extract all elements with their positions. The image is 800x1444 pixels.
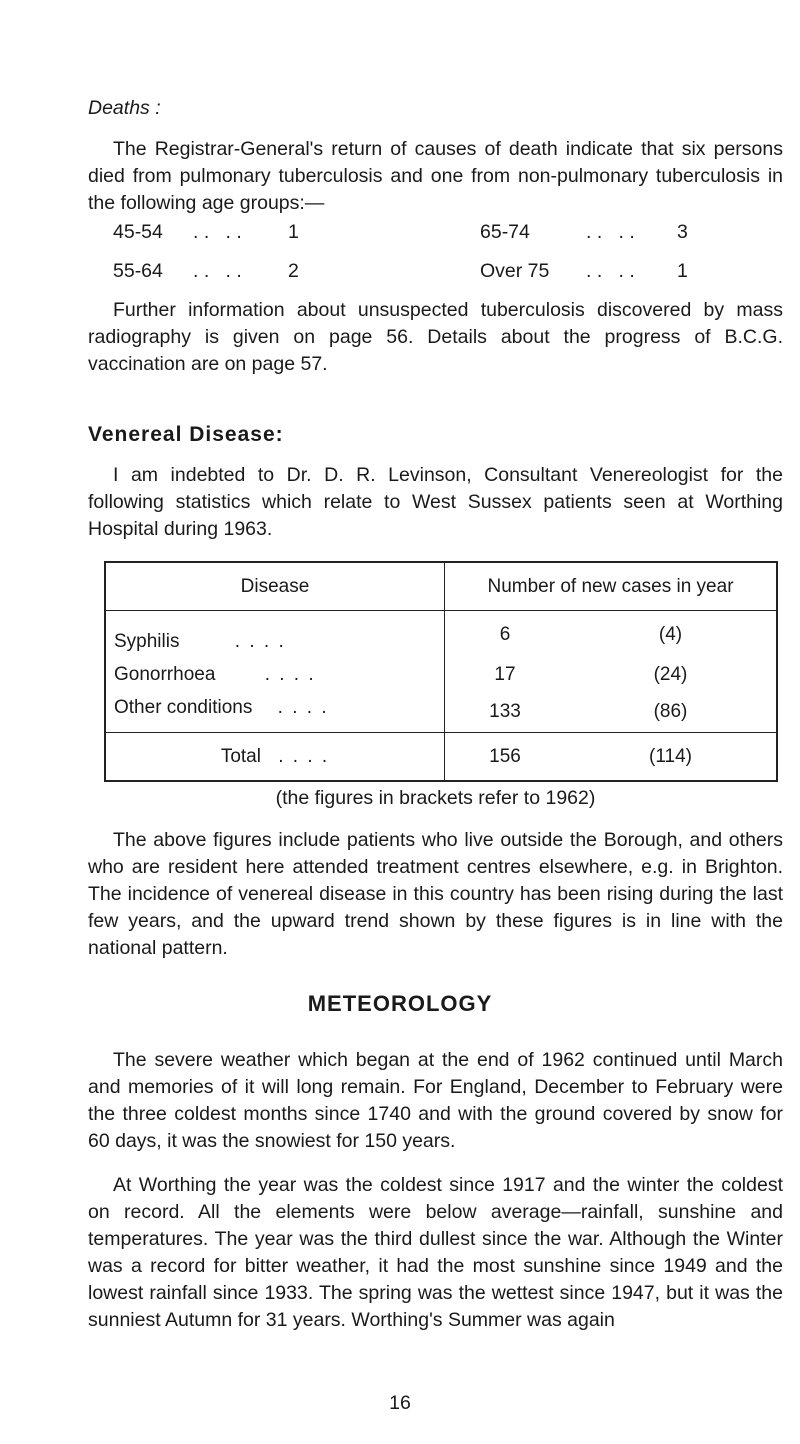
leader-dots: . . . .: [278, 746, 330, 767]
count-cell: 133: [489, 701, 521, 722]
meteorology-heading: METEOROLOGY: [307, 991, 493, 1016]
page-number: 16: [389, 1392, 411, 1414]
age-group-count: 3: [677, 221, 688, 243]
age-group-dots: . . . .: [193, 260, 242, 282]
total-label: Total: [220, 746, 261, 767]
leader-dots: . . . .: [264, 664, 316, 685]
disease-cell: [105, 658, 445, 691]
leader-dots: . . . .: [277, 697, 329, 718]
column-header-cases: Number of new cases in year: [445, 562, 778, 611]
total-label-cell: [105, 733, 445, 782]
table-row: [105, 658, 777, 691]
venereal-heading: Venereal Disease:: [88, 423, 284, 446]
column-header-disease: Disease: [105, 562, 445, 611]
count-cell: 17: [494, 664, 516, 685]
table-header-row: [105, 562, 777, 611]
disease-name: Gonorrhoea: [114, 664, 216, 685]
count-cell: 6: [499, 624, 511, 645]
age-group-dots: . . . .: [586, 221, 635, 243]
age-group-count: 1: [677, 260, 688, 282]
deaths-title: Deaths :: [88, 97, 161, 119]
deaths-intro: The Registrar-General's return of causes of death indicate that six persons died from pulmonary tuberculosis and one from non-pulmonary tuberculosis in the following age groups:—: [88, 138, 783, 214]
age-group-count: 2: [288, 260, 299, 282]
venereal-table: [104, 561, 778, 782]
table-row: [105, 611, 777, 659]
age-group-label: 45-54: [113, 221, 163, 243]
table-total-row: [105, 733, 777, 782]
age-group-label: 65-74: [480, 221, 530, 243]
deaths-further-info: Further information about unsuspected tuberculosis discovered by mass radiography is given on page 56. Details about the progress of B.C.G. vaccination are on page 57.: [88, 299, 783, 375]
disease-cell: [105, 691, 445, 733]
disease-name: Other conditions: [114, 697, 253, 718]
age-group-dots: . . . .: [586, 260, 635, 282]
leader-dots: . . . .: [234, 631, 286, 652]
venereal-discussion: The above figures include patients who live outside the Borough, and others who are resident here attended treatment centres elsewhere, e.g. in Brighton. The incidence of venereal disease in this country has been rising during the last few years, and the upward trend shown by these figures is in line with the national pattern.: [88, 829, 783, 959]
table-row: [105, 691, 777, 733]
meteorology-paragraph-1: The severe weather which began at the end of 1962 continued until March and memories of it will long remain. For England, December to February were the three coldest months since 1740 and with the ground covered by snow for 60 days, it was the snowiest for 150 years.: [88, 1049, 783, 1152]
previous-year-cell: (86): [653, 701, 688, 722]
disease-name: Syphilis: [114, 631, 180, 652]
age-group-count: 1: [288, 221, 299, 243]
table-note: (the figures in brackets refer to 1962): [275, 787, 596, 809]
previous-year-cell: (24): [653, 664, 688, 685]
age-group-label: 55-64: [113, 260, 163, 282]
disease-cell: [105, 611, 445, 659]
previous-year-cell: (4): [658, 624, 683, 645]
total-count-cell: 156: [445, 733, 566, 782]
age-group-dots: . . . .: [193, 221, 242, 243]
total-previous-year-cell: (114): [565, 733, 777, 782]
venereal-intro: I am indebted to Dr. D. R. Levinson, Consultant Venereologist for the following statistics which relate to West Sussex patients seen at Worthing Hospital during 1963.: [88, 464, 783, 540]
meteorology-paragraph-2: At Worthing the year was the coldest since 1917 and the winter the coldest on record. All the elements were below average—rainfall, sunshine and temperatures. The year was the third dullest since the war. Although the Winter was a record for bitter weather, it had the most sunshine since 1949 and the lowest rainfall since 1933. The spring was the wettest since 1947, but it was the sunniest Autumn for 31 years. Worthing's Summer was again: [88, 1174, 783, 1331]
age-group-label: Over 75: [480, 260, 550, 282]
